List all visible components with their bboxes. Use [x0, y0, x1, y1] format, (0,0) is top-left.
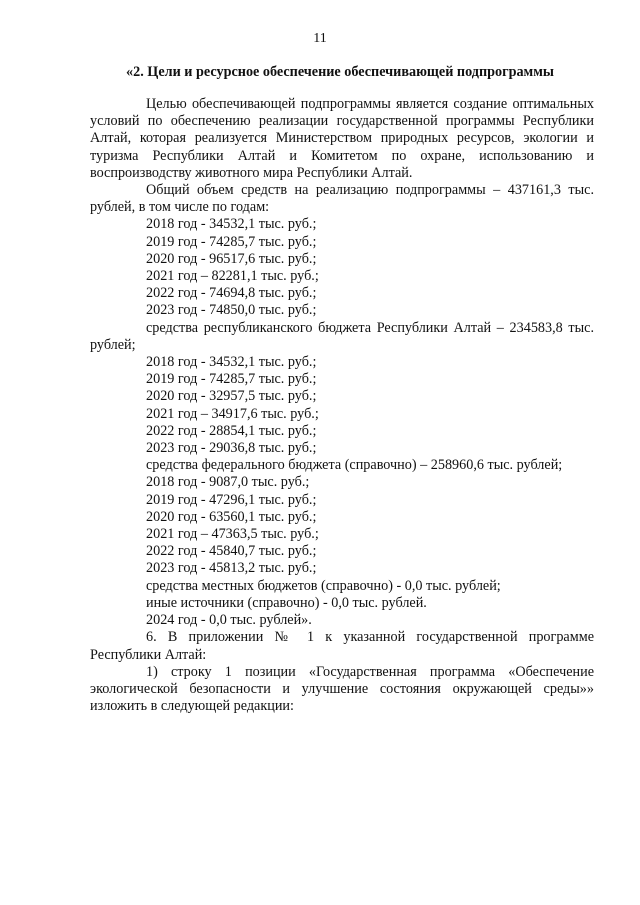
- paragraph-item-6: 6. В приложении № 1 к указанной государственной программе Республики Алтай:: [90, 629, 594, 663]
- federal-year-line: 2019 год - 47296,1 тыс. руб.;: [146, 491, 317, 508]
- federal-year-line: 2020 год - 63560,1 тыс. руб.;: [146, 508, 317, 525]
- total-year-line: 2023 год - 74850,0 тыс. руб.;: [146, 302, 317, 319]
- republic-year-line: 2019 год - 74285,7 тыс. руб.;: [146, 371, 317, 388]
- other-sources-line: иные источники (справочно) - 0,0 тыс. рублей.: [146, 594, 427, 611]
- local-budgets-line: средства местных бюджетов (справочно) - 0,0 тыс. рублей;: [146, 577, 501, 594]
- federal-budget-line: средства федерального бюджета (справочно) – 258960,6 тыс. рублей;: [146, 457, 563, 474]
- paragraph-total-funding: Общий объем средств на реализацию подпрограммы – 437161,3 тыс. рублей, в том числе по годам:: [90, 182, 594, 216]
- document-body: [90, 96, 594, 715]
- paragraph-republic-budget: средства республиканского бюджета Республики Алтай – 234583,8 тыс. рублей;: [90, 319, 594, 353]
- republic-year-line: 2021 год – 34917,6 тыс. руб.;: [146, 405, 319, 422]
- federal-year-line: 2023 год - 45813,2 тыс. руб.;: [146, 560, 317, 577]
- total-year-line: 2020 год - 96517,6 тыс. руб.;: [146, 250, 317, 267]
- republic-year-line: 2023 год - 29036,8 тыс. руб.;: [146, 440, 317, 457]
- republic-year-line: 2018 год - 34532,1 тыс. руб.;: [146, 354, 317, 371]
- total-year-line: 2021 год – 82281,1 тыс. руб.;: [146, 268, 319, 285]
- total-year-line: 2022 год - 74694,8 тыс. руб.;: [146, 285, 317, 302]
- page-number: 11: [313, 31, 327, 46]
- other-sources-year-line: 2024 год - 0,0 тыс. рублей».: [146, 612, 312, 629]
- federal-year-line: 2018 год - 9087,0 тыс. руб.;: [146, 474, 310, 491]
- paragraph-item-6-1: 1) строку 1 позиции «Государственная программа «Обеспечение экологической безопасности и улучшение состояния окружающей среды»» изложить в следующей редакции:: [90, 663, 594, 715]
- paragraph-goal: Целью обеспечивающей подпрограммы является создание оптимальных условий по обеспечению реализации государственной программы Республики Алтай, которая реализуется Министерством природных ресурсов, экологии и туризма Республики Алтай и Комитетом по охране, использованию и воспроизводству животного мира Республики Алтай.: [90, 96, 594, 181]
- republic-year-line: 2022 год - 28854,1 тыс. руб.;: [146, 422, 317, 439]
- total-year-line: 2019 год - 74285,7 тыс. руб.;: [146, 233, 317, 250]
- republic-year-line: 2020 год - 32957,5 тыс. руб.;: [146, 388, 317, 405]
- section-heading: «2. Цели и ресурсное обеспечение обеспечивающей подпрограммы: [126, 64, 554, 80]
- federal-year-line: 2022 год - 45840,7 тыс. руб.;: [146, 543, 317, 560]
- federal-year-line: 2021 год – 47363,5 тыс. руб.;: [146, 526, 319, 543]
- total-year-line: 2018 год - 34532,1 тыс. руб.;: [146, 216, 317, 233]
